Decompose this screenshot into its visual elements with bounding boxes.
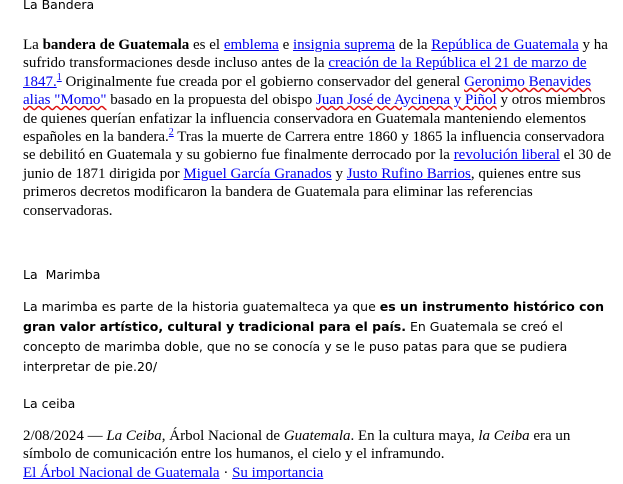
link-justo-rufino-barrios[interactable]: Justo Rufino Barrios (346, 165, 471, 182)
link-miguel-garcia-granados[interactable]: Miguel García Granados (183, 165, 332, 182)
link-geronimo-benavides[interactable]: Geronimo Benavides alias "Momo" (23, 73, 592, 109)
bold-bandera-de-guatemala: bandera de Guatemala (42, 37, 190, 53)
paragraph-marimba: La marimba es parte de la historia guatemalteca ya que es un instrumento histórico con gran valor artístico, cultural y tradicional para el país. En Guatemala se creó el concepto de marimba doble, que no se conocía y se le puso patas para que se pudiera interpretar de pie.20/ (23, 299, 605, 374)
heading-ceiba: La ceiba (23, 396, 76, 411)
bold-instrumento-historico: es un instrumento histórico con gran valor artístico, cultural y tradicional para el país. (23, 299, 605, 334)
paragraph-bandera: La bandera de Guatemala es el emblema e insignia suprema de la República de Guatemala y ha sufrido transformaciones desde incluso antes de la creación de la República el 21 de marzo de 1847.$^1$ Originalmente fue creada por el gobierno conservador del general Geronimo Benavides alias "Momo" basado en la propuesta del obispo Juan José de Aycinena y Piñol y otros miembros de quienes querían enfatizar la influencia conservadora en Guatemala manteniendo elementos españoles en la bandera.$^2$ Tras la muerte de Carrera entre 1860 y 1865 la influencia conservadora se debilitó en Guatemala y su gobierno fue finalmente derrocado por la revolución liberal el 30 de junio de 1871 dirigida por Miguel García Granados y Justo Rufino Barrios, quienes entre sus primeros decretos modificaron la bandera de Guatemala para eliminar las referencias conservadoras. (23, 37, 612, 219)
link-insignia-suprema[interactable]: insignia suprema (292, 37, 396, 53)
footnote-1[interactable]: 1 (56, 71, 62, 83)
paragraph-ceiba: 2/08/2024 — La Ceiba, Árbol Nacional de Guatemala. En la cultura maya, la Ceiba era un símbolo de comunicación entre los humanos, el cielo y el inframundo. El Árbol Nacional de Guatemala · Su importancia (23, 428, 571, 481)
link-juan-jose-aycinena[interactable]: Juan José de Aycinena y Piñol (316, 92, 497, 109)
heading-bandera: La Bandera (23, 0, 95, 12)
link-creacion-republica[interactable]: creación de la República el 21 de marzo de 1847. (23, 55, 587, 90)
link-emblema[interactable]: emblema (223, 37, 279, 53)
link-republica-de-guatemala[interactable]: República de Guatemala (431, 37, 579, 53)
footnote-2[interactable]: 2 (168, 127, 174, 139)
link-arbol-nacional[interactable]: El Árbol Nacional de Guatemala (23, 464, 220, 481)
link-separator: · (219, 464, 233, 481)
link-revolucion-liberal[interactable]: revolución liberal (453, 147, 560, 164)
link-su-importancia[interactable]: Su importancia (232, 464, 324, 481)
heading-marimba: La Marimba (23, 267, 101, 282)
